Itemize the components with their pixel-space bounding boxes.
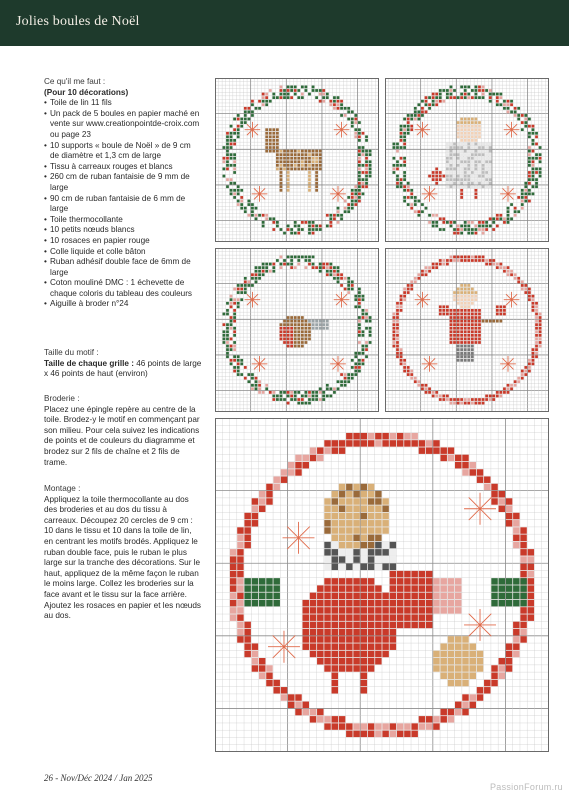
- list-item: • 90 cm de ruban fantaisie de 6 mm de large: [44, 194, 202, 215]
- list-item: • 10 rosaces en papier rouge: [44, 236, 202, 247]
- broderie-text: Placez une épingle repère au centre de la toile. Brodez-y le motif en commençant par son milieu. Pour cela suivez les indications de points et de couleurs du diagramme et brodez sur 2 fils de chaîne et 2 fils de trame.: [44, 404, 200, 467]
- motif-text: [44, 359, 202, 380]
- chart-deer-svg: [215, 78, 379, 242]
- list-item: • Toile thermocollante: [44, 215, 202, 226]
- chart-santa-large-svg: [215, 418, 549, 752]
- chart-robin-svg: [215, 248, 379, 412]
- list-item: • Toile de lin 11 fils: [44, 98, 202, 109]
- grid-lines: [215, 78, 379, 242]
- list-item: • Un pack de 5 boules en papier maché en vente sur www.creationpointde-croix.com ou page 23: [44, 109, 202, 141]
- list-item: • Coton mouliné DMC : 1 échevette de chaque coloris du tableau des couleurs: [44, 278, 202, 299]
- supplies-title: Ce qu'il me faut :: [44, 77, 106, 86]
- list-item: • 10 supports « boule de Noël » de 9 cm de diamètre et 1,3 cm de large: [44, 141, 202, 162]
- watermark: PassionForum.ru: [489, 782, 563, 792]
- chart-deer: [215, 78, 379, 242]
- montage-text: Appliquez la toile thermocollante au dos des broderies et au dos du tissu à carreaux. Découpez 20 cercles de 9 cm : 10 dans le tissu et 10 dans la toile de lin, en centrant les motifs brodés. Appliquez le ruban double face, puis le ruban le plus large sur la tranche des décorations. Sur le haut, appliquez de la même façon le ruban le moins large. Collez les broderies sur la face avant et le tissu sur la face arrière. Ajoutez les rosaces en papier et les nœuds au dos.: [44, 494, 202, 621]
- grid-lines: [385, 78, 549, 242]
- chart-boy-violin-svg: [385, 248, 549, 412]
- grid-lines: [385, 248, 549, 412]
- chart-santa-large: [215, 418, 549, 752]
- supplies-section: [44, 77, 202, 310]
- broderie-title: Broderie :: [44, 394, 80, 403]
- motif-title: Taille du motif :: [44, 348, 99, 357]
- list-item: • Ruban adhésif double face de 6mm de large: [44, 257, 202, 278]
- motif-section: [44, 348, 202, 380]
- chart-girl: [385, 78, 549, 242]
- motif-label: Taille de chaque grille :: [44, 358, 134, 368]
- grid-lines: [215, 418, 549, 752]
- grid-lines: [215, 248, 379, 412]
- motif-value: 46 points de large x 46 points de haut (environ): [44, 358, 202, 379]
- page-header: [0, 0, 569, 46]
- page-title: Jolies boules de Noël: [16, 14, 140, 29]
- list-item: • Colle liquide et colle bâton: [44, 247, 202, 258]
- list-item: • 10 petits nœuds blancs: [44, 225, 202, 236]
- page-footer: 26 - Nov/Déc 2024 / Jan 2025: [44, 773, 153, 783]
- list-item: • 260 cm de ruban fantaisie de 9 mm de large: [44, 172, 202, 193]
- list-item: • Tissu à carreaux rouges et blancs: [44, 162, 202, 173]
- broderie-section: [44, 394, 202, 468]
- list-item: • Aiguille à broder n°24: [44, 299, 202, 310]
- chart-girl-svg: [385, 78, 549, 242]
- supplies-subtitle: (Pour 10 décorations): [44, 87, 129, 97]
- montage-title: Montage :: [44, 484, 81, 493]
- montage-section: [44, 484, 202, 622]
- chart-boy-violin: [385, 248, 549, 412]
- chart-robin: [215, 248, 379, 412]
- supplies-list: [44, 98, 202, 310]
